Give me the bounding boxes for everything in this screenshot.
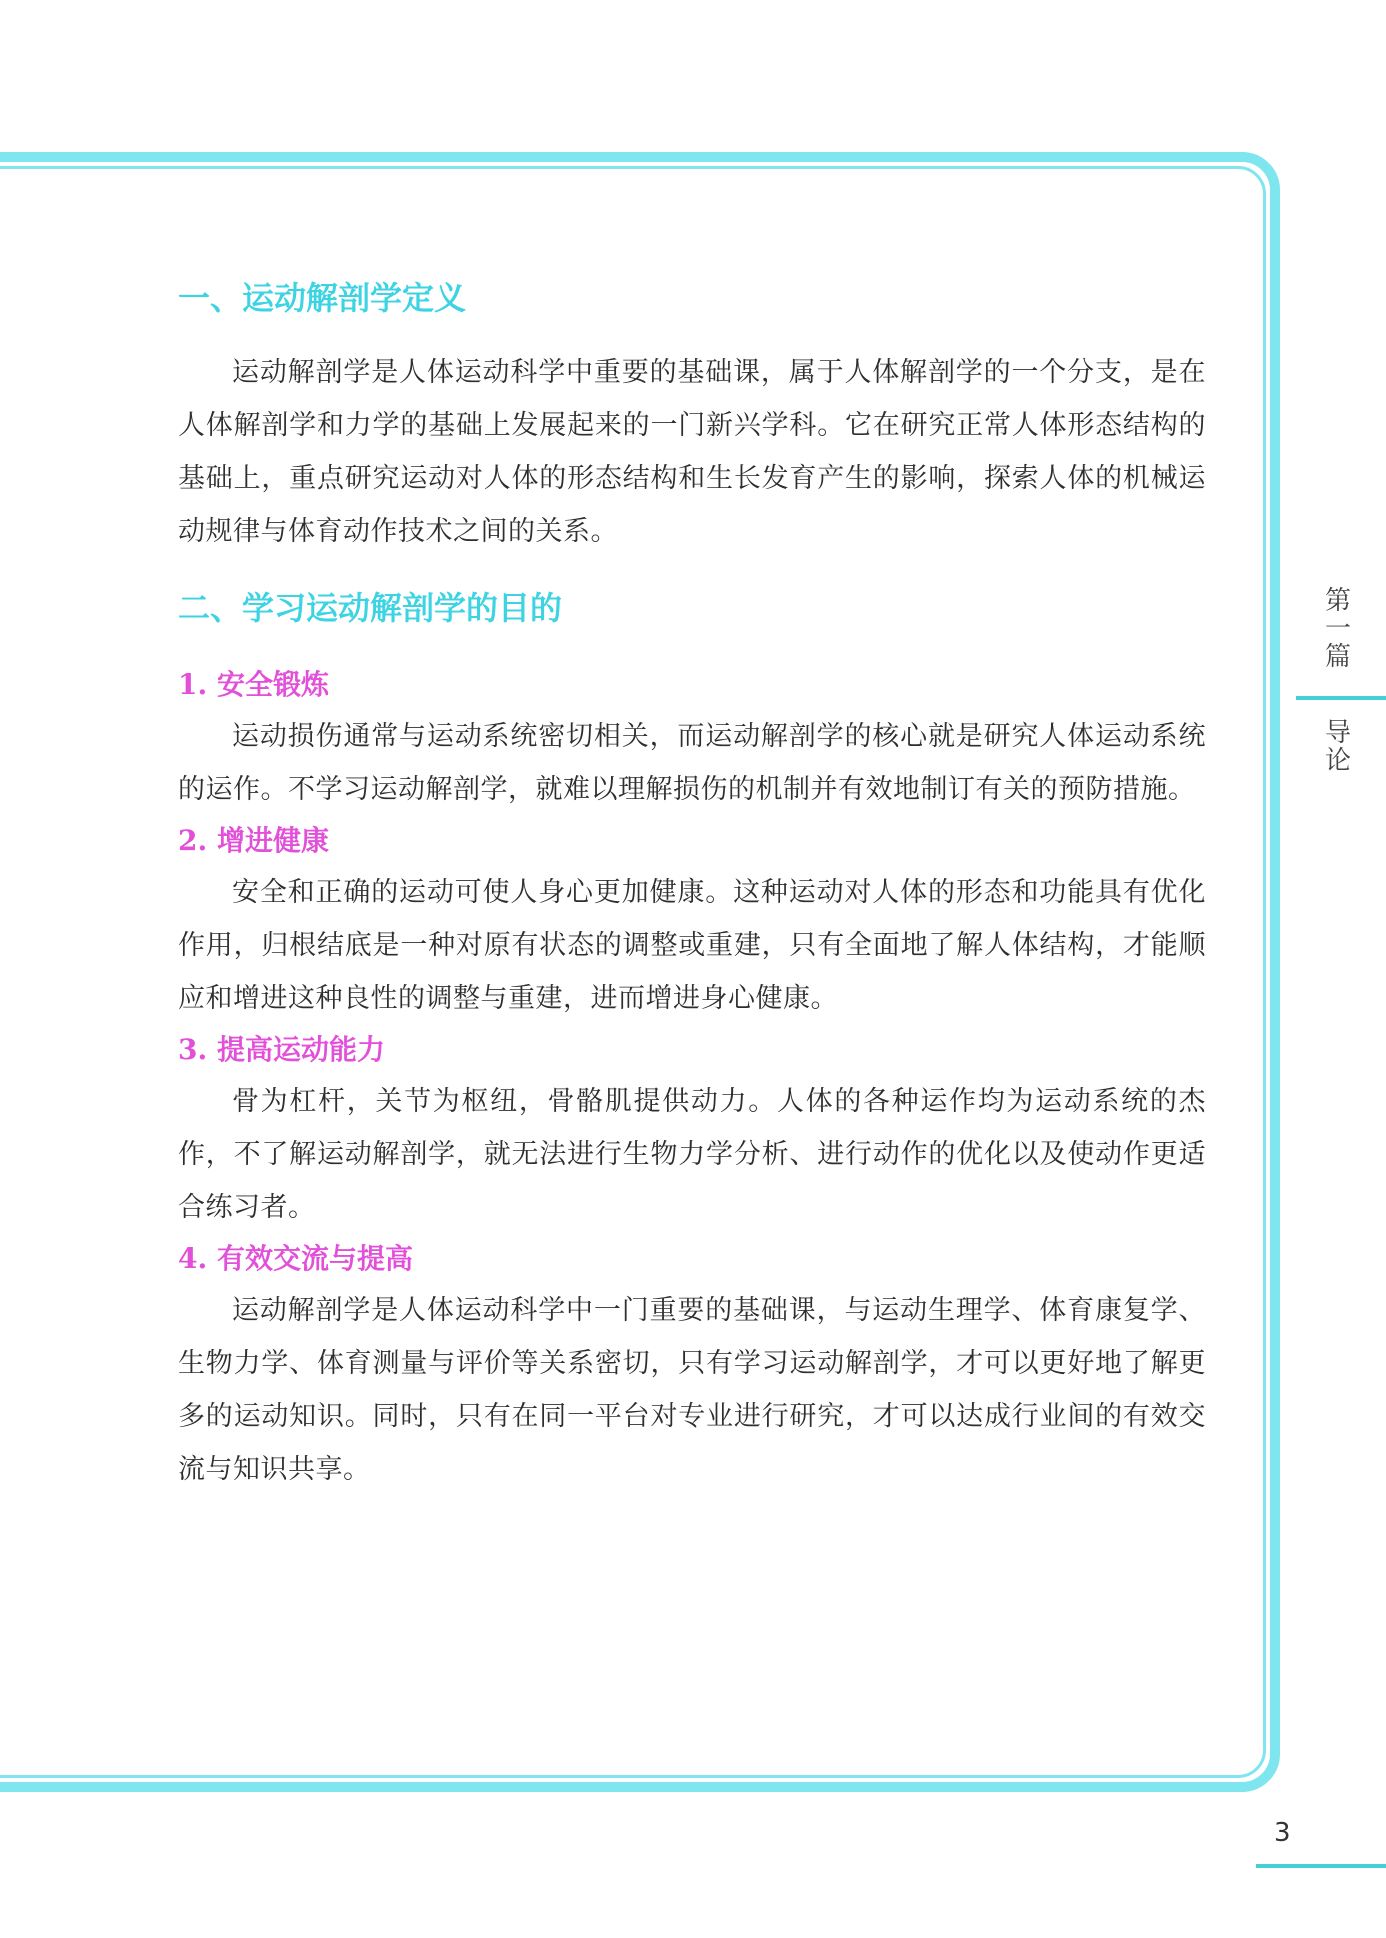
definition-paragraph: 运动解剖学是人体运动科学中重要的基础课，属于人体解剖学的一个分支，是在人体解剖学和力学的基础上发展起来的一门新兴学科。它在研究正常人体形态结构的基础上，重点研究运动对人体的形态结构和生长发育产生的影响，探索人体的机械运动规律与体育动作技术之间的关系。 [178,357,1206,547]
side-tab-chapter-char: 论 [1324,746,1351,776]
sub-heading-health: 2. 增进健康 [178,824,329,857]
sub-heading-ability: 3. 提高运动能力 [178,1033,385,1066]
side-tab-part-char: 第 [1324,586,1351,616]
ability-paragraph: 骨为杠杆，关节为枢纽，骨骼肌提供动力。人体的各种运作均为运动系统的杰作，不了解运动解剖学，就无法进行生物力学分析、进行动作的优化以及使动作更适合练习者。 [178,1086,1206,1223]
side-tab [1290,588,1386,774]
page-number: 3 [1274,1818,1291,1848]
section-heading-purpose: 二、学习运动解剖学的目的 [178,589,563,627]
section-heading-definition: 一、运动解剖学定义 [178,279,467,317]
sub-heading-communication: 4. 有效交流与提高 [178,1242,413,1275]
side-tab-part-char: 篇 [1324,642,1351,672]
safe-exercise-paragraph: 运动损伤通常与运动系统密切相关，而运动解剖学的核心就是研究人体运动系统的运作。不学习运动解剖学，就难以理解损伤的机制并有效地制订有关的预防措施。 [178,721,1206,805]
sub-heading-safe-exercise: 1. 安全锻炼 [178,668,329,701]
page-number-rule [1256,1864,1386,1868]
side-tab-divider [1296,696,1386,700]
health-paragraph: 安全和正确的运动可使人身心更加健康。这种运动对人体的形态和功能具有优化作用，归根结底是一种对原有状态的调整或重建，只有全面地了解人体结构，才能顺应和增进这种良性的调整与重建，进而增进身心健康。 [178,877,1206,1014]
page-content [178,270,1206,1496]
communication-paragraph: 运动解剖学是人体运动科学中一门重要的基础课，与运动生理学、体育康复学、生物力学、体育测量与评价等关系密切，只有学习运动解剖学，才可以更好地了解更多的运动知识。同时，只有在同一平台对专业进行研究，才可以达成行业间的有效交流与知识共享。 [178,1295,1206,1485]
side-tab-chapter-char: 导 [1324,718,1351,748]
side-tab-part-char: 一 [1324,614,1351,644]
